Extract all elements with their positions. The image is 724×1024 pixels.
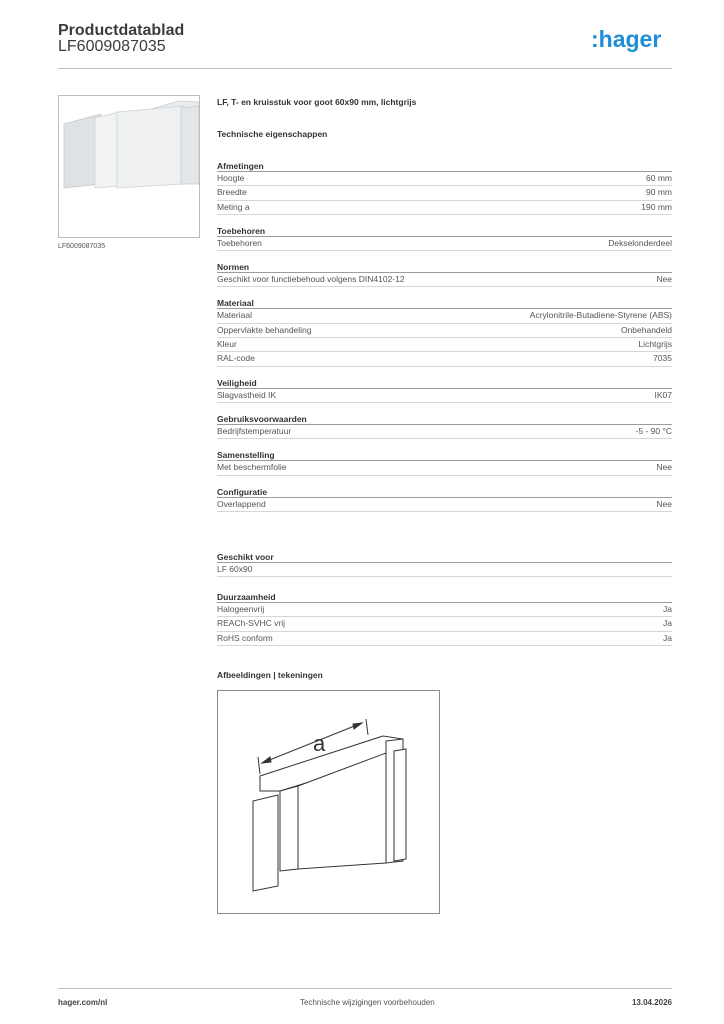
spec-group [217,377,672,403]
row-value: Lichtgrijs [638,339,672,350]
row-label: Met beschermfolie [217,462,287,473]
row-value: 90 mm [646,187,672,198]
table-row [217,309,672,323]
images-section [217,670,672,680]
table-row [217,389,672,403]
row-value: Ja [663,632,672,643]
page-title: Productdatablad [58,22,185,39]
row-label: Kleur [217,339,237,350]
row-label: Bedrijfstemperatuur [217,425,292,436]
table-row [217,461,672,475]
row-label: Meting a [217,201,250,212]
row-label: Toebehoren [217,237,262,248]
technical-drawing [217,690,440,914]
dimension-label: a [313,731,326,756]
group-title: Normen [217,261,672,273]
photo-caption: LF6009087035 [58,243,106,250]
header-divider [58,68,672,69]
table-row [217,617,672,631]
spec-column [217,97,672,512]
spec-group [217,160,672,215]
row-value: Acrylonitrile-Butadiene-Styrene (ABS) [529,310,672,321]
footer-divider [58,988,672,989]
spec-group [217,486,672,512]
footer-disclaimer: Technische wijzigingen voorbehouden [300,998,435,1007]
table-row [217,201,672,215]
tech-properties-title: Technische eigenschappen [217,129,328,139]
spec-group [217,261,672,287]
row-label: Halogeenvrij [217,604,265,614]
row-value: -5 - 90 °C [635,425,672,436]
row-label: Overlappend [217,498,266,509]
group-title: Afmetingen [217,160,672,172]
suitable-section [217,551,672,577]
hager-logo [591,25,675,55]
table-row [217,352,672,366]
group-title: Toebehoren [217,225,672,237]
spec-group [217,449,672,475]
product-title: LF, T- en kruisstuk voor goot 60x90 mm, lichtgrijs [217,97,417,107]
table-row [217,563,672,577]
spec-group [217,225,672,251]
footer-date: 13.04.2026 [631,998,672,1007]
table-row [217,603,672,617]
row-value: Ja [663,604,672,614]
row-label: REACh-SVHC vrij [217,618,286,629]
product-photo [58,95,200,238]
footer-website: hager.com/nl [58,998,108,1007]
group-title: Gebruiksvoorwaarden [217,413,672,425]
group-title: Configuratie [217,486,672,498]
row-value: Nee [656,462,672,473]
row-label: Materiaal [217,310,252,321]
row-value: Nee [656,274,672,285]
table-row [217,172,672,186]
table-row [217,338,672,352]
row-label: LF 60x90 [217,564,253,574]
group-title: Materiaal [217,297,672,309]
table-row [217,324,672,338]
sustainability-title: Duurzaamheid [217,591,672,603]
table-row [217,237,672,251]
table-row [217,273,672,287]
group-title: Veiligheid [217,377,672,389]
table-row [217,632,672,646]
logo-text: :hager [591,26,662,52]
sustainability-section [217,591,672,646]
spec-group [217,297,672,366]
row-label: Hoogte [217,173,245,183]
row-value: IK07 [654,389,672,400]
group-title: Samenstelling [217,449,672,461]
spec-groups [217,160,672,512]
table-row [217,498,672,512]
row-label: Slagvastheid IK [217,389,277,400]
row-value: 7035 [653,353,672,364]
row-value: Nee [656,498,672,509]
row-value: Onbehandeld [620,324,672,335]
row-label: Oppervlakte behandeling [217,324,312,335]
table-row [217,425,672,439]
row-label: Breedte [217,187,247,198]
table-row [217,186,672,200]
row-label: RoHS conform [217,632,273,643]
row-label: RAL-code [217,353,255,364]
product-code: LF6009087035 [58,38,166,55]
row-value: 190 mm [641,201,672,212]
row-label: Geschikt voor functiebehoud volgens DIN4102-12 [217,274,405,285]
row-value: Ja [663,618,672,629]
row-value: 60 mm [646,173,672,183]
suitable-title: Geschikt voor [217,551,672,563]
images-title: Afbeeldingen | tekeningen [217,670,323,680]
spec-group [217,413,672,439]
row-value: Dekselonderdeel [608,237,672,248]
